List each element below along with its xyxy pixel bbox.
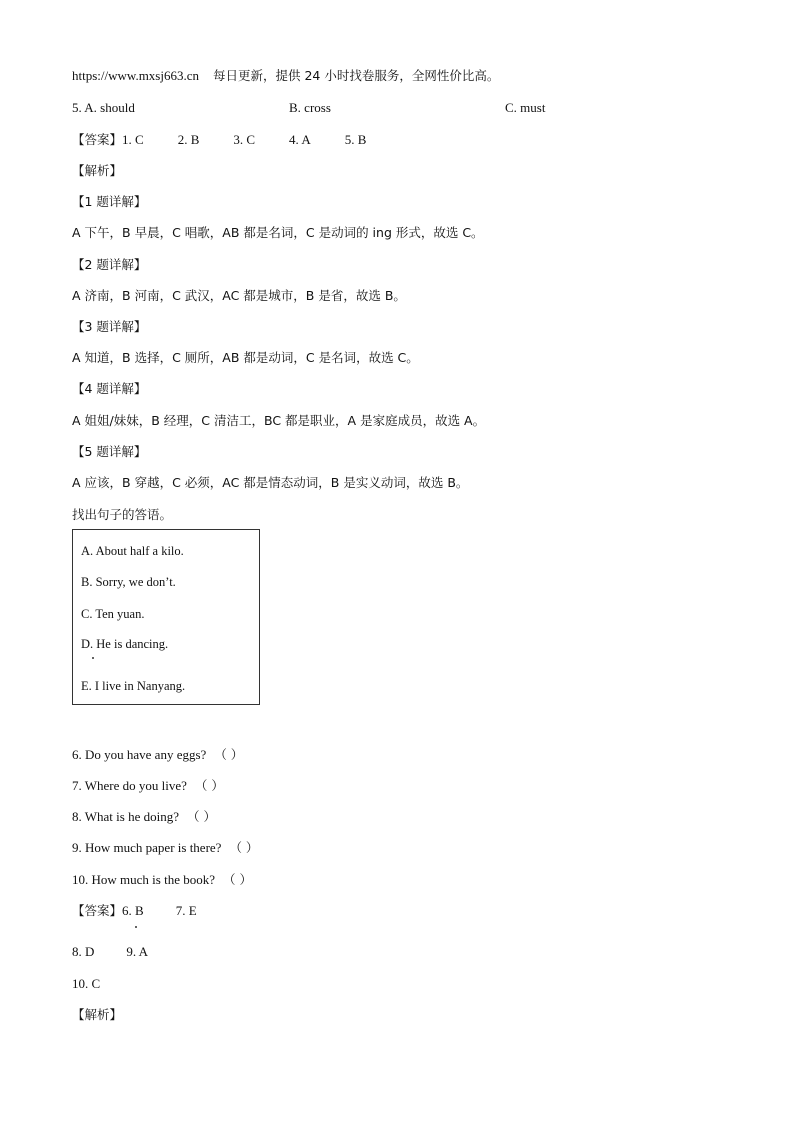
detail-heading: 【5 题详解】 [72,444,147,459]
answer-blank[interactable]: （ ） [214,747,244,762]
choice-item: A. About half a kilo. [81,544,184,558]
choice-item: E. I live in Nanyang. [81,679,186,693]
choice-item: B. Sorry, we don’t. [81,575,176,589]
choice-item: D. He is dancing. [81,637,169,651]
question-7 [72,778,224,794]
question-text: 8. What is he doing? [72,809,179,824]
answer-item: 6. B [122,903,144,918]
answer-item: 10. C [72,976,101,991]
stray-dot [92,657,94,659]
q5-option-a: 5. A. should [72,100,135,115]
answer-item: 1. C [122,132,144,147]
answer-choice-box [72,529,260,705]
detail-heading: 【4 题详解】 [72,381,147,396]
answer-item: 2. B [177,132,200,147]
q5-option-b: B. cross [289,100,331,115]
answer-line-4 [72,976,100,992]
detail-text: A 姐姐/妹妹，B 经理，C 清洁工，BC 都是职业，A 是家庭成员，故选 A。 [72,413,486,428]
answer-blank[interactable]: （ ） [229,840,259,855]
answer-item: 8. D [72,944,95,959]
answer-blank[interactable]: （ ） [187,809,216,824]
question-text: 6. Do you have any eggs? [72,747,207,762]
q5-option-c: C. must [505,100,546,115]
question-text: 9. How much paper is there? [72,840,222,855]
answer-blank[interactable]: （ ） [222,872,252,887]
detail-heading: 【3 题详解】 [72,319,147,334]
answer-item: 9. A [126,944,149,959]
question-9 [72,840,258,856]
detail-text: A 济南，B 河南，C 武汉，AC 都是城市，B 是省，故选 B。 [72,288,406,303]
stray-dot [135,926,137,928]
answer-blank[interactable]: （ ） [194,778,224,793]
detail-text: A 应该，B 穿越，C 必须，AC 都是情态动词，B 是实义动词，故选 B。 [72,475,469,490]
analysis-label: 【解析】 [72,163,123,178]
answer-item: 7. E [175,903,197,918]
detail-text: A 知道，B 选择，C 厕所，AB 都是动词，C 是名词，故选 C。 [72,350,419,365]
answer-item: 5. B [344,132,367,147]
answer-line-2 [72,903,197,919]
detail-heading: 【2 题详解】 [72,257,147,272]
answer-line-3 [72,944,148,960]
answer-item: 4. A [289,132,311,147]
section-instruction: 找出句子的答语。 [72,507,173,522]
question-10 [72,872,252,888]
source-url[interactable]: https://www.mxsj663.cn [72,68,199,83]
question-text: 10. How much is the book? [72,872,215,887]
question-6 [72,747,243,763]
detail-heading: 【1 题详解】 [72,194,147,209]
detail-text: A 下午，B 早晨，C 唱歌，AB 都是名词，C 是动词的 ing 形式，故选 C。 [72,225,484,240]
header-line [72,68,499,84]
answer-line-1 [72,132,366,148]
header-tagline: 每日更新，提供 24 小时找卷服务，全网性价比高。 [213,68,500,83]
choice-item: C. Ten yuan. [81,607,145,621]
answer-label: 【答案】 [72,903,123,918]
question-8 [72,809,216,825]
answer-label: 【答案】 [72,132,123,147]
question-text: 7. Where do you live? [72,778,187,793]
analysis-label: 【解析】 [72,1007,123,1022]
answer-item: 3. C [233,132,256,147]
